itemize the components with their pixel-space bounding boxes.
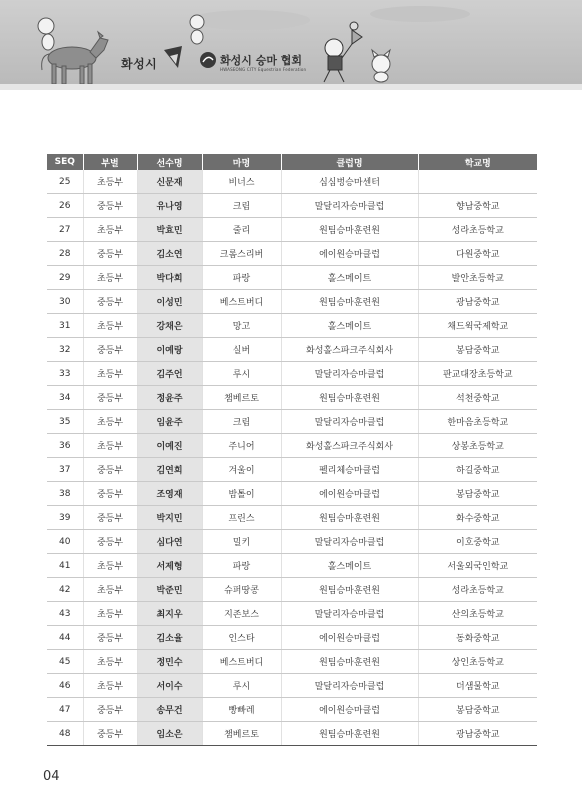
cell-seq: 33	[47, 362, 83, 386]
cell-school: 상인초등학교	[418, 650, 537, 674]
cell-school: 성라초등학교	[418, 578, 537, 602]
table-row	[47, 626, 537, 650]
cell-seq: 37	[47, 458, 83, 482]
cell-horse-name: 루시	[202, 362, 281, 386]
cell-school: 채드윅국제학교	[418, 314, 537, 338]
cell-division: 중등부	[83, 506, 137, 530]
cell-club: 말달리자승마클럽	[281, 362, 418, 386]
table-row	[47, 722, 537, 746]
cell-seq: 25	[47, 170, 83, 194]
cell-club: 홀스메이트	[281, 554, 418, 578]
cell-school: 성라초등학교	[418, 218, 537, 242]
cell-school: 광남중학교	[418, 722, 537, 746]
cell-rider-name: 심다연	[137, 530, 202, 554]
cell-club: 원팀승마훈련원	[281, 218, 418, 242]
association-name: 화성시 승마 협회	[220, 54, 303, 67]
table-row	[47, 338, 537, 362]
cell-seq: 34	[47, 386, 83, 410]
cell-rider-name: 이예랑	[137, 338, 202, 362]
cell-rider-name: 이성민	[137, 290, 202, 314]
cell-horse-name: 주니어	[202, 434, 281, 458]
cell-seq: 39	[47, 506, 83, 530]
column-header-school: 학교명	[418, 154, 537, 170]
cell-division: 초등부	[83, 434, 137, 458]
cell-division: 중등부	[83, 722, 137, 746]
cell-club: 원팀승마훈련원	[281, 290, 418, 314]
cell-horse-name: 파랑	[202, 554, 281, 578]
cell-club: 홀스메이트	[281, 314, 418, 338]
cell-horse-name: 겨울이	[202, 458, 281, 482]
city-name: 화성시	[121, 57, 158, 71]
cell-rider-name: 김소연	[137, 242, 202, 266]
child-mascot-icon	[38, 18, 54, 50]
cell-school: 한마음초등학교	[418, 410, 537, 434]
table-row	[47, 386, 537, 410]
cell-school: 동화중학교	[418, 626, 537, 650]
cell-club: 원팀승마훈련원	[281, 650, 418, 674]
table-row	[47, 290, 537, 314]
cell-horse-name: 크림	[202, 194, 281, 218]
cell-rider-name: 김소율	[137, 626, 202, 650]
cell-horse-name: 루시	[202, 674, 281, 698]
cell-club: 에이원승마클럽	[281, 482, 418, 506]
cell-seq: 32	[47, 338, 83, 362]
table-row	[47, 194, 537, 218]
table-row	[47, 242, 537, 266]
cell-rider-name: 신문재	[137, 170, 202, 194]
cell-club: 말달리자승마클럽	[281, 602, 418, 626]
cell-division: 초등부	[83, 410, 137, 434]
cell-seq: 31	[47, 314, 83, 338]
cell-school: 더샘물학교	[418, 674, 537, 698]
table-row	[47, 362, 537, 386]
cell-club: 말달리자승마클럽	[281, 530, 418, 554]
cell-club: 화성홀스파크주식회사	[281, 338, 418, 362]
runner-mascot-icon	[324, 22, 362, 82]
cell-school: 봉담중학교	[418, 338, 537, 362]
table-row	[47, 554, 537, 578]
cell-club: 홀스메이트	[281, 266, 418, 290]
cell-rider-name: 유나영	[137, 194, 202, 218]
cell-rider-name: 박효민	[137, 218, 202, 242]
banner-divider	[0, 84, 582, 90]
cell-club: 말달리자승마클럽	[281, 410, 418, 434]
cell-rider-name: 이예진	[137, 434, 202, 458]
cell-rider-name: 서이수	[137, 674, 202, 698]
cell-seq: 27	[47, 218, 83, 242]
cell-division: 중등부	[83, 482, 137, 506]
cell-rider-name: 박다희	[137, 266, 202, 290]
cell-seq: 43	[47, 602, 83, 626]
table-row	[47, 482, 537, 506]
cell-seq: 29	[47, 266, 83, 290]
cell-seq: 36	[47, 434, 83, 458]
cell-division: 초등부	[83, 218, 137, 242]
header-illustration	[0, 0, 582, 88]
cell-club: 원팀승마훈련원	[281, 386, 418, 410]
cell-club: 에이원승마클럽	[281, 698, 418, 722]
child-mascot-icon	[190, 15, 204, 44]
cell-division: 중등부	[83, 194, 137, 218]
cell-rider-name: 임윤주	[137, 410, 202, 434]
cell-division: 중등부	[83, 338, 137, 362]
cell-horse-name: 크림	[202, 410, 281, 434]
table-row	[47, 266, 537, 290]
cell-division: 초등부	[83, 650, 137, 674]
association-english-name: HWASEONG CITY Equestrian Federation	[220, 67, 307, 72]
cell-horse-name: 줄리	[202, 218, 281, 242]
cell-club: 에이원승마클럽	[281, 626, 418, 650]
cell-rider-name: 정윤주	[137, 386, 202, 410]
header-banner	[0, 0, 582, 88]
cell-horse-name: 지존보스	[202, 602, 281, 626]
table-row	[47, 650, 537, 674]
cell-seq: 28	[47, 242, 83, 266]
cell-horse-name: 베스트버디	[202, 290, 281, 314]
cell-school: 판교대장초등학교	[418, 362, 537, 386]
table-row	[47, 410, 537, 434]
association-logo-icon	[200, 52, 216, 68]
table-header-row	[47, 154, 537, 170]
cell-seq: 30	[47, 290, 83, 314]
table-row	[47, 530, 537, 554]
table-row	[47, 602, 537, 626]
cell-school: 광남중학교	[418, 290, 537, 314]
cell-rider-name: 박준민	[137, 578, 202, 602]
cell-division: 초등부	[83, 554, 137, 578]
cell-rider-name: 조영재	[137, 482, 202, 506]
cell-division: 초등부	[83, 674, 137, 698]
table-row	[47, 458, 537, 482]
column-header-rider: 선수명	[137, 154, 202, 170]
cell-club: 펠리체승마클럽	[281, 458, 418, 482]
cell-school: 봉담중학교	[418, 482, 537, 506]
cell-rider-name: 김주언	[137, 362, 202, 386]
column-header-horse: 마명	[202, 154, 281, 170]
cell-school: 서울외국인학교	[418, 554, 537, 578]
table-row	[47, 170, 537, 194]
cell-rider-name: 송무건	[137, 698, 202, 722]
cell-division: 중등부	[83, 530, 137, 554]
cell-division: 초등부	[83, 602, 137, 626]
cell-division: 중등부	[83, 458, 137, 482]
cell-division: 중등부	[83, 698, 137, 722]
cell-club: 심심벙승마센터	[281, 170, 418, 194]
cell-rider-name: 최지우	[137, 602, 202, 626]
cell-school: 상봉초등학교	[418, 434, 537, 458]
table-row	[47, 578, 537, 602]
cell-seq: 48	[47, 722, 83, 746]
cell-school: 화수중학교	[418, 506, 537, 530]
cell-club: 에이원승마클럽	[281, 242, 418, 266]
cell-club: 화성홀스파크주식회사	[281, 434, 418, 458]
cell-seq: 38	[47, 482, 83, 506]
table-row	[47, 314, 537, 338]
table-row	[47, 506, 537, 530]
cell-rider-name: 정민수	[137, 650, 202, 674]
cell-seq: 35	[47, 410, 83, 434]
cell-seq: 26	[47, 194, 83, 218]
cell-rider-name: 박지민	[137, 506, 202, 530]
cell-seq: 46	[47, 674, 83, 698]
cell-horse-name: 인스타	[202, 626, 281, 650]
cell-seq: 40	[47, 530, 83, 554]
cell-horse-name: 망고	[202, 314, 281, 338]
cell-division: 초등부	[83, 578, 137, 602]
cell-seq: 45	[47, 650, 83, 674]
cell-division: 중등부	[83, 290, 137, 314]
table-row	[47, 434, 537, 458]
city-logo-icon	[164, 46, 182, 68]
cell-school: 향남중학교	[418, 194, 537, 218]
cell-school: 산의초등학교	[418, 602, 537, 626]
page-number: 04	[43, 769, 60, 784]
cell-horse-name: 챔베르토	[202, 386, 281, 410]
cell-horse-name: 실버	[202, 338, 281, 362]
table-row	[47, 698, 537, 722]
cell-division: 중등부	[83, 626, 137, 650]
cell-horse-name: 챔베르토	[202, 722, 281, 746]
cell-seq: 42	[47, 578, 83, 602]
cell-club: 원팀승마훈련원	[281, 722, 418, 746]
table-row	[47, 674, 537, 698]
cell-horse-name: 빵빠레	[202, 698, 281, 722]
cell-rider-name: 서제형	[137, 554, 202, 578]
cell-seq: 41	[47, 554, 83, 578]
column-header-seq: SEQ	[47, 154, 83, 170]
cell-horse-name: 슈퍼땅콩	[202, 578, 281, 602]
cell-horse-name: 파랑	[202, 266, 281, 290]
cell-horse-name: 비너스	[202, 170, 281, 194]
cell-school: 봉담중학교	[418, 698, 537, 722]
cell-rider-name: 임소은	[137, 722, 202, 746]
cat-mascot-icon	[372, 50, 390, 82]
cell-horse-name: 베스트버디	[202, 650, 281, 674]
cell-division: 초등부	[83, 266, 137, 290]
table-row	[47, 218, 537, 242]
column-header-division: 부별	[83, 154, 137, 170]
cell-club: 원팀승마훈련원	[281, 578, 418, 602]
cell-school: 석천중학교	[418, 386, 537, 410]
cell-division: 초등부	[83, 314, 137, 338]
cell-school: 하길중학교	[418, 458, 537, 482]
cell-seq: 47	[47, 698, 83, 722]
cell-horse-name: 밤톨이	[202, 482, 281, 506]
cell-horse-name: 프린스	[202, 506, 281, 530]
cell-school	[418, 170, 537, 194]
cell-club: 말달리자승마클럽	[281, 674, 418, 698]
cell-school: 발안초등학교	[418, 266, 537, 290]
cell-division: 초등부	[83, 362, 137, 386]
cell-rider-name: 김연희	[137, 458, 202, 482]
cell-club: 말달리자승마클럽	[281, 194, 418, 218]
cell-school: 다원중학교	[418, 242, 537, 266]
cell-division: 초등부	[83, 170, 137, 194]
cell-rider-name: 강채은	[137, 314, 202, 338]
cell-horse-name: 크롬스리버	[202, 242, 281, 266]
cell-division: 중등부	[83, 386, 137, 410]
cell-seq: 44	[47, 626, 83, 650]
cell-division: 중등부	[83, 242, 137, 266]
cell-school: 이호중학교	[418, 530, 537, 554]
roster-table	[47, 154, 537, 746]
cell-club: 원팀승마훈련원	[281, 506, 418, 530]
cell-horse-name: 밀키	[202, 530, 281, 554]
column-header-club: 클럽명	[281, 154, 418, 170]
